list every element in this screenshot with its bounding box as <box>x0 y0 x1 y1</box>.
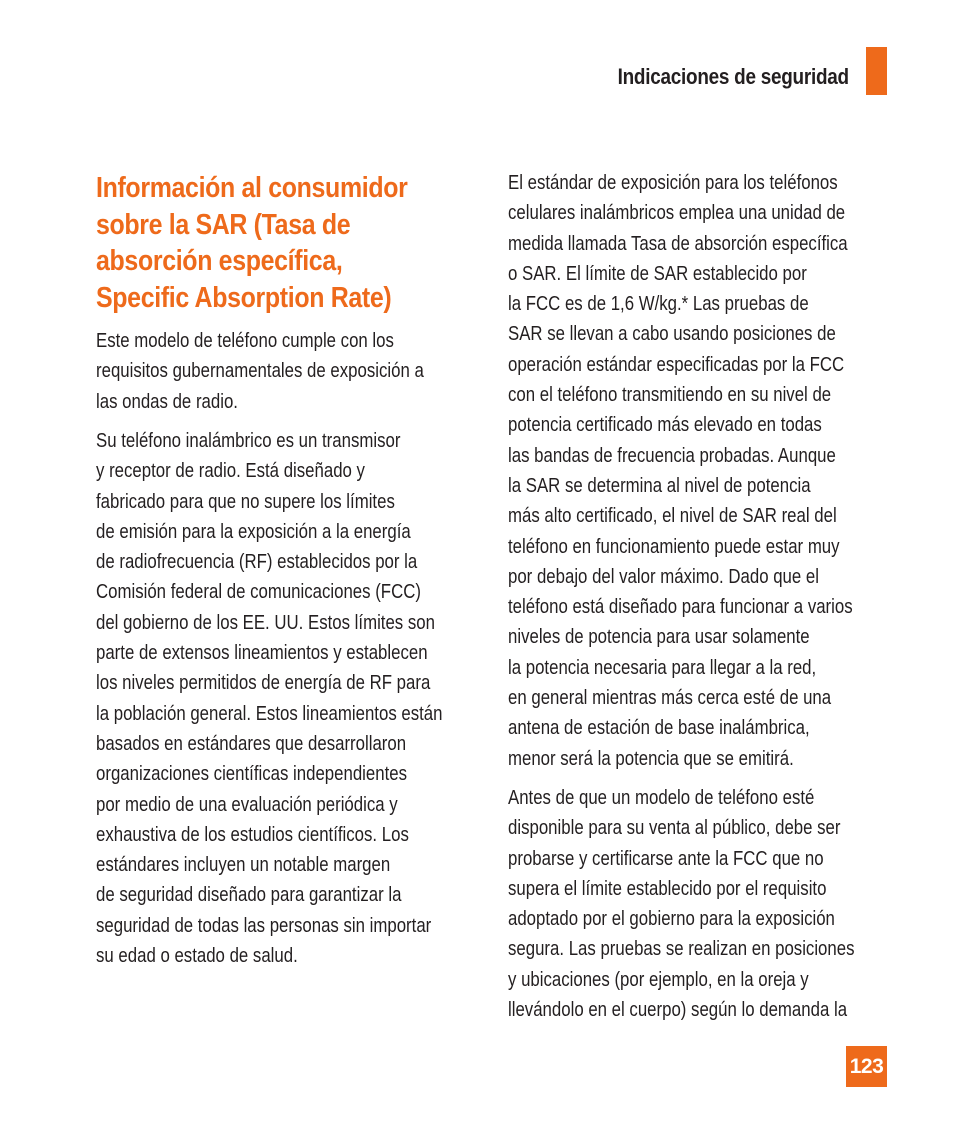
text-line: niveles de potencia para usar solamente <box>508 626 810 649</box>
text-line: organizaciones científicas independientes <box>96 763 408 786</box>
left-paragraph-1 <box>96 326 486 417</box>
text-line: disponible para su venta al público, debe ser <box>508 817 841 840</box>
text-line: su edad o estado de salud. <box>96 945 298 968</box>
heading-line: absorción específica, <box>96 245 343 277</box>
text-line: antena de estación de base inalámbrica, <box>508 717 810 740</box>
text-line: las ondas de radio. <box>96 390 238 413</box>
heading-line: Specific Absorption Rate) <box>96 281 392 314</box>
text-line: Su teléfono inalámbrico es un transmisor <box>96 430 401 452</box>
text-line: más alto certificado, el nivel de SAR real del <box>508 505 837 528</box>
text-line: segura. Las pruebas se realizan en posiciones <box>508 938 855 961</box>
text-line: El estándar de exposición para los teléfonos <box>508 172 838 194</box>
text-line: Comisión federal de comunicaciones (FCC) <box>96 581 421 604</box>
text-line: la potencia necesaria para llegar a la red, <box>508 656 817 679</box>
text-line: Este modelo de teléfono cumple con los <box>96 330 394 352</box>
text-line: probarse y certificarse ante la FCC que no <box>508 847 824 870</box>
text-line: de radiofrecuencia (RF) establecidos por la <box>96 551 418 574</box>
text-line: parte de extensos lineamientos y establecen <box>96 642 428 665</box>
text-line: seguridad de todas las personas sin importar <box>96 914 432 937</box>
right-paragraph-2 <box>508 783 920 1025</box>
text-line: la SAR se determina al nivel de potencia <box>508 474 811 497</box>
text-line: teléfono está diseñado para funcionar a varios <box>508 596 853 619</box>
text-line: operación estándar especificadas por la FCC <box>508 353 845 376</box>
text-line: medida llamada Tasa de absorción específica <box>508 232 848 255</box>
running-header: Indicaciones de seguridad <box>617 64 849 89</box>
text-line: adoptado por el gobierno para la exposición <box>508 908 835 931</box>
text-line: menor será la potencia que se emitirá. <box>508 747 794 770</box>
text-line: estándares incluyen un notable margen <box>96 854 391 877</box>
heading-line: sobre la SAR (Tasa de <box>96 208 351 241</box>
section-heading <box>96 170 440 316</box>
text-line: en general mientras más cerca esté de una <box>508 687 832 710</box>
text-line: teléfono en funcionamiento puede estar muy <box>508 535 840 558</box>
text-line: y ubicaciones (por ejemplo, en la oreja y <box>508 968 809 991</box>
text-line: la población general. Estos lineamientos están <box>96 702 443 725</box>
text-line: por medio de una evaluación periódica y <box>96 793 398 816</box>
text-line: basados en estándares que desarrollaron <box>96 732 407 755</box>
text-line: celulares inalámbricos emplea una unidad de <box>508 202 846 225</box>
text-line: potencia certificado más elevado en todas <box>508 414 822 437</box>
text-line: fabricado para que no supere los límites <box>96 490 395 513</box>
text-line: las bandas de frecuencia probadas. Aunque <box>508 444 836 467</box>
text-line: los niveles permitidos de energía de RF para <box>96 672 431 695</box>
header-accent-bar <box>866 47 887 95</box>
text-line: del gobierno de los EE. UU. Estos límites son <box>96 611 435 634</box>
text-line: Antes de que un modelo de teléfono esté <box>508 787 815 809</box>
text-line: con el teléfono transmitiendo en su nivel de <box>508 384 832 407</box>
text-line: de seguridad diseñado para garantizar la <box>96 884 402 907</box>
text-line: o SAR. El límite de SAR establecido por <box>508 262 807 285</box>
text-line: la FCC es de 1,6 W/kg.* Las pruebas de <box>508 293 809 316</box>
text-line: por debajo del valor máximo. Dado que el <box>508 565 819 588</box>
text-line: y receptor de radio. Está diseñado y <box>96 460 365 483</box>
page-number-badge: 123 <box>846 1046 887 1087</box>
right-paragraph-1 <box>508 168 918 774</box>
heading-line: Información al consumidor <box>96 172 408 204</box>
text-line: supera el límite establecido por el requisito <box>508 877 827 900</box>
left-paragraph-2 <box>96 426 508 971</box>
text-line: SAR se llevan a cabo usando posiciones de <box>508 323 836 346</box>
text-line: exhaustiva de los estudios científicos. Los <box>96 823 409 846</box>
text-line: requisitos gubernamentales de exposición a <box>96 360 424 383</box>
text-line: llevándolo en el cuerpo) según lo demanda la <box>508 999 848 1022</box>
text-line: de emisión para la exposición a la energía <box>96 520 411 543</box>
